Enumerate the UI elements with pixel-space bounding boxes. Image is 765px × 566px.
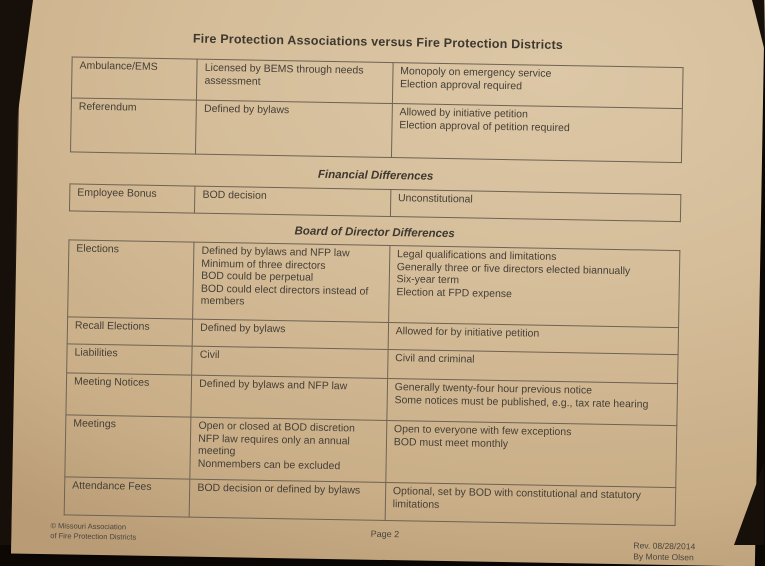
- cell-association: Defined by bylaws: [192, 319, 388, 349]
- cell-district: Unconstitutional: [390, 190, 681, 222]
- document-page: [11, 0, 765, 566]
- copyright-line: © Missouri Association: [50, 521, 127, 532]
- copyright-note: [50, 521, 136, 542]
- cell-district: Generally twenty-four hour previous notice Some notices must be published, e.g., tax rate hearing: [387, 379, 678, 426]
- financial-differences-heading: Financial Differences: [317, 168, 434, 183]
- table-row: [71, 98, 683, 163]
- cell-association: BOD decision: [195, 186, 391, 216]
- cell-association: Licensed by BEMS through needs assessment: [197, 59, 393, 103]
- revision-line: By Monte Olsen: [633, 551, 694, 563]
- cell-district: Legal qualifications and limitations Generally three or five directors elected biannually Six-year term Election at FPD expense: [388, 246, 680, 328]
- board-differences-table: [64, 239, 681, 526]
- revision-note: [633, 540, 695, 563]
- general-differences-table: [70, 56, 684, 163]
- cell-district: Monopoly on emergency service Election approval required: [392, 63, 683, 109]
- cell-district: Allowed for by initiative petition: [388, 323, 679, 355]
- cell-association: Open or closed at BOD discretion NFP law requires only an annual meeting Nonmembers can be excluded: [190, 417, 387, 482]
- table-row: [65, 415, 677, 488]
- table-row: [69, 184, 680, 222]
- cell-district: Civil and criminal: [387, 350, 678, 384]
- cell-association: Defined by bylaws and NFP law Minimum of three directors BOD could be perpetual BOD could elect directors instead of members: [193, 242, 390, 322]
- page-footer: [50, 521, 696, 563]
- cell-association: Defined by bylaws and NFP law: [191, 375, 387, 420]
- cell-topic: Liabilities: [67, 344, 193, 375]
- cell-topic: Ambulance/EMS: [71, 57, 197, 100]
- cell-association: BOD decision or defined by bylaws: [189, 479, 385, 520]
- cell-topic: Employee Bonus: [69, 184, 195, 213]
- cell-topic: Elections: [68, 240, 195, 319]
- cell-topic: Meeting Notices: [66, 373, 192, 417]
- cell-district: Optional, set by BOD with constitutional and statutory limitations: [385, 482, 676, 525]
- board-differences-heading: Board of Director Differences: [294, 225, 455, 241]
- cell-topic: Meetings: [65, 415, 191, 479]
- cell-district: Allowed by initiative petition Election approval of petition required: [391, 104, 682, 163]
- revision-line: Rev. 08/28/2014: [633, 540, 696, 552]
- page-number: Page 2: [370, 528, 400, 540]
- page-title: Fire Protection Associations versus Fire Protection Districts: [192, 31, 564, 53]
- cell-association: Defined by bylaws: [196, 100, 392, 157]
- cell-topic: Recall Elections: [67, 317, 193, 346]
- cell-topic: Referendum: [71, 98, 197, 154]
- cell-topic: Attendance Fees: [64, 477, 190, 517]
- cell-district: Open to everyone with few exceptions BOD must meet monthly: [386, 420, 677, 487]
- page-content: [50, 0, 696, 563]
- financial-differences-table: [69, 183, 681, 222]
- cell-association: Civil: [192, 346, 388, 378]
- table-row: [68, 240, 680, 328]
- copyright-line: of Fire Protection Districts: [50, 530, 137, 542]
